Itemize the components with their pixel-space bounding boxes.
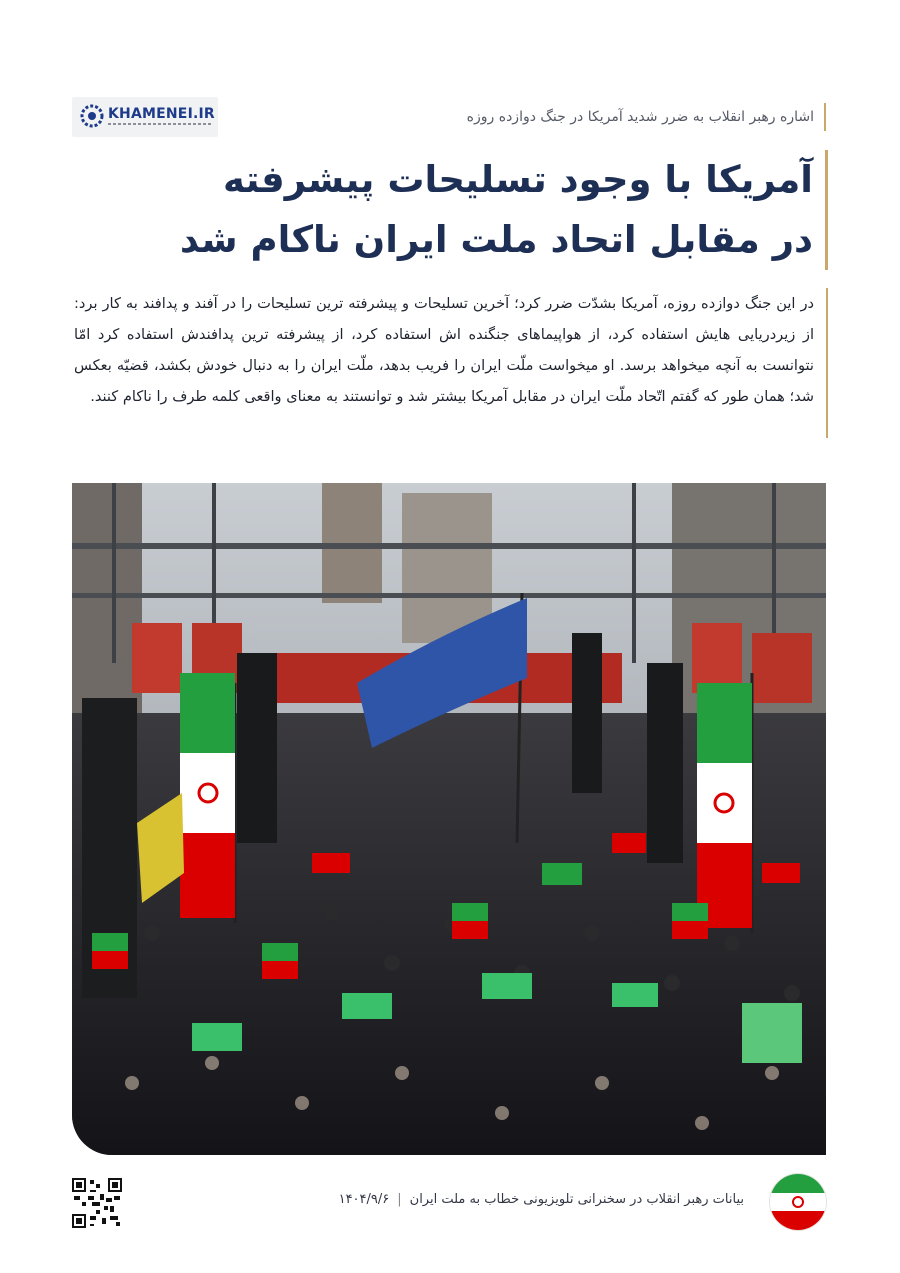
footer	[72, 1170, 826, 1232]
header-strip	[72, 97, 826, 137]
quote-text: در این جنگ دوازده روزه، آمریکا بشدّت ضرر کرد؛ آخرین تسلیحات و پیشرفته ترین تسلیحات را در آفند و پدافند به کار برد: از زیردریایی هایش استفاده کرد، از هواپیماهای جنگنده اش استفاده کرد، از پیشرفته ترین پدافندش استفاده کرد امّا نتوانست به آنچه میخواهد برسد. او میخواست ملّت ایران را فریب بدهد، ملّت ایران را به دنبال خودش بکشد، قضیّه بعکس شد؛ همان طور که گفتم اتّحاد ملّت ایران در مقابل آمریکا بیشتر شد و توانستند به معنای واقعی کلمه طرف را ناکام کنند.	[74, 295, 814, 405]
khamenei-logo[interactable]	[72, 97, 218, 137]
headline-line-1: آمریکا با وجود تسلیحات پیشرفته	[223, 158, 813, 201]
caption-text: بیانات رهبر انقلاب در سخنرانی تلویزیونی خطاب به ملت ایران	[409, 1192, 744, 1207]
caption-date: ۱۴۰۴/۹/۶	[338, 1192, 390, 1207]
qr-code-icon[interactable]	[72, 1178, 122, 1228]
logo-emblem-icon	[80, 104, 104, 128]
kicker-text: اشاره رهبر انقلاب به ضرر شدید آمریکا در جنگ دوازده روزه	[467, 103, 826, 131]
rally-photo	[72, 483, 826, 1155]
caption-separator: |	[397, 1192, 402, 1207]
logo-subline	[108, 123, 212, 125]
source-caption	[339, 1190, 744, 1210]
logo-text: KHAMENEI.IR	[108, 106, 215, 122]
headline-line-2: در مقابل اتحاد ملت ایران ناکام شد	[179, 218, 813, 261]
headline	[113, 150, 828, 270]
quote-body	[74, 288, 828, 438]
rally-photo-illustration	[72, 483, 826, 1155]
iran-flag-icon	[770, 1174, 826, 1230]
